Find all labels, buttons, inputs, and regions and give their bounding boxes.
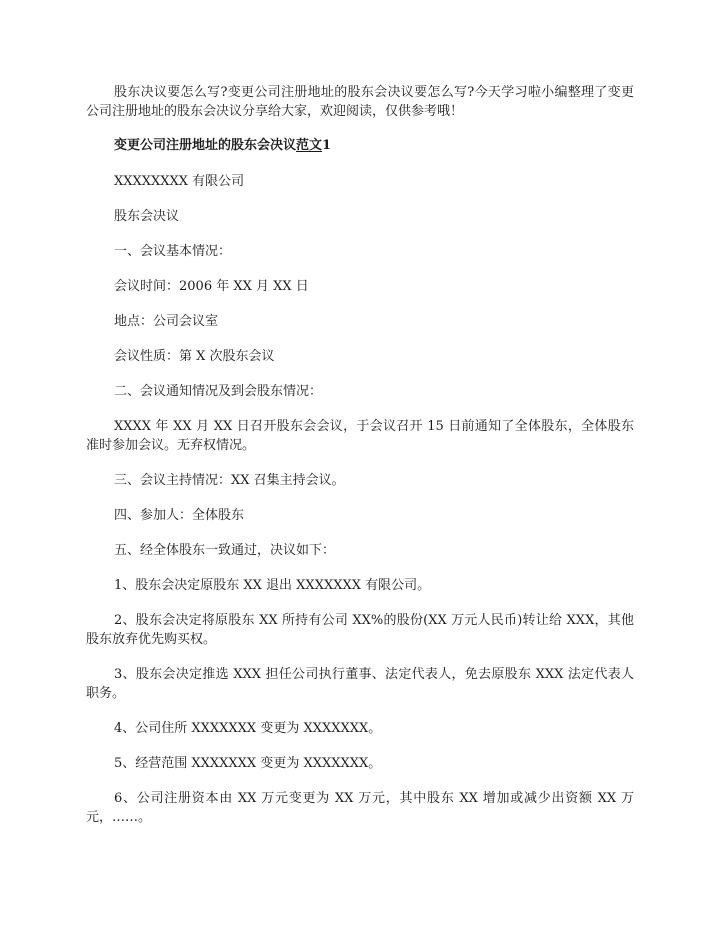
resolution-item: 1、股东会决定原股东 XX 退出 XXXXXXX 有限公司。	[114, 578, 431, 593]
meeting-nature: 会议性质：第 X 次股东会议	[114, 349, 275, 364]
section-title-number: 1	[322, 138, 332, 153]
resolution-item: 3、股东会决定推选 XXX 担任公司执行董事、法定代表人，免去原股东 XXX 法定代表人职务。	[86, 667, 634, 701]
notice-paragraph: XXXX 年 XX 月 XX 日召开股东会会议，于会议召开 15 日前通知了全体股东，全体股东准时参加会议。无弃权情况。	[86, 419, 634, 453]
document-heading: 股东会决议	[114, 209, 180, 224]
resolution-item: 6、公司注册资本由 XX 万元变更为 XX 万元，其中股东 XX 增加或减少出资额 XX 万元，……。	[86, 791, 634, 825]
resolution-heading: 五、经全体股东一致通过，决议如下：	[114, 543, 336, 558]
section-heading-basic-info: 一、会议基本情况：	[114, 244, 232, 259]
meeting-location: 地点：公司会议室	[114, 314, 219, 329]
resolution-item: 4、公司住所 XXXXXXX 变更为 XXXXXXX。	[114, 721, 382, 736]
section-title-text: 变更公司注册地址的股东会决议	[114, 138, 297, 153]
document-body	[86, 83, 634, 843]
resolution-item: 2、股东会决定将原股东 XX 所持有公司 XX%的股份(XX 万元人民币)转让给 XXX，其他股东放弃优先购买权。	[86, 613, 634, 647]
host-info: 三、会议主持情况：XX 召集主持会议。	[114, 473, 345, 488]
participants: 四、参加人：全体股东	[114, 508, 245, 523]
section-title	[86, 136, 634, 155]
section-title-link[interactable]: 范文	[296, 138, 323, 153]
section-heading-notice: 二、会议通知情况及到会股东情况：	[114, 384, 323, 399]
resolution-item: 5、经营范围 XXXXXXX 变更为 XXXXXXX。	[114, 756, 382, 771]
meeting-time: 会议时间：2006 年 XX 月 XX 日	[114, 279, 309, 294]
company-name: XXXXXXXX 有限公司	[114, 174, 245, 189]
intro-paragraph: 股东决议要怎么写?变更公司注册地址的股东会决议要怎么写?今天学习啦小编整理了变更公司注册地址的股东会决议分享给大家，欢迎阅读，仅供参考哦！	[86, 85, 634, 119]
